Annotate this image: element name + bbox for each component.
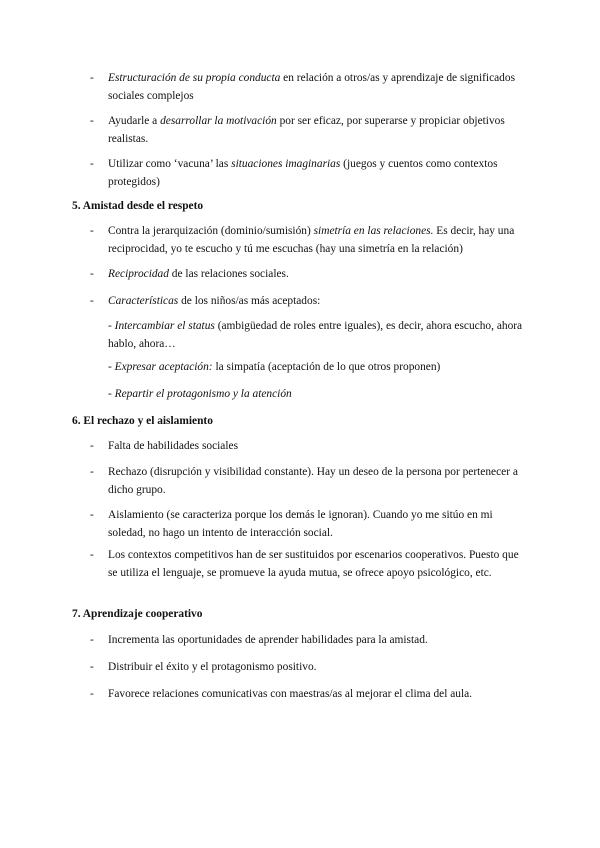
bullet-dash: - — [90, 268, 94, 280]
item-text: Es decir, hay una reciprocidad, yo te escucho y tú me escuchas (hay una simetría en la relación) — [108, 225, 515, 255]
bullet-dash: - — [90, 115, 94, 127]
bullet-dash: - — [90, 549, 94, 561]
section-heading: 5. Amistad desde el respeto — [72, 200, 204, 212]
sub-item — [108, 358, 528, 376]
list-item — [90, 155, 530, 191]
bullet-dash: - — [90, 440, 94, 452]
sub-prefix: - — [108, 361, 115, 373]
list-item — [90, 265, 530, 283]
bullet-dash: - — [90, 688, 94, 700]
bullet-dash: - — [90, 509, 94, 521]
section-heading: 6. El rechazo y el aislamiento — [72, 415, 213, 427]
bullet-dash: - — [90, 634, 94, 646]
list-item — [90, 222, 530, 258]
item-italic: Características — [108, 295, 179, 307]
item-text: Los contextos competitivos han de ser sustituidos por escenarios cooperativos. Puesto que se utiliza el lenguaje, se promueve la ayuda mutua, se ofrece apoyo psicológico, etc. — [108, 549, 519, 579]
item-text: de los niños/as más aceptados: — [178, 295, 321, 307]
item-text: Incrementa las oportunidades de aprender habilidades para la amistad. — [108, 634, 428, 646]
item-text: por ser eficaz, por superarse y propiciar objetivos realistas. — [108, 115, 505, 145]
sub-text: la simpatía (aceptación de lo que otros proponen) — [212, 361, 441, 373]
item-text: Falta de habilidades sociales — [108, 440, 239, 452]
list-item — [90, 685, 530, 703]
bullet-dash: - — [90, 466, 94, 478]
item-text: (juegos y cuentos como contextos protegidos) — [108, 158, 498, 188]
item-text: Utilizar como ‘vacuna’ las — [108, 158, 232, 170]
bullet-dash: - — [90, 661, 94, 673]
item-text: Ayudarle a — [108, 115, 161, 127]
bullet-dash: - — [90, 225, 94, 237]
list-item — [90, 506, 530, 542]
list-item — [90, 69, 530, 105]
sub-item — [108, 385, 528, 403]
list-item — [90, 631, 530, 649]
item-text: en relación a otros/as y aprendizaje de significados sociales complejos — [108, 72, 516, 102]
item-text: Rechazo (disrupción y visibilidad constante). Hay un deseo de la persona por pertenecer a dicho grupo. — [108, 466, 518, 496]
sub-item — [108, 317, 528, 353]
list-item — [90, 437, 530, 455]
sub-italic: Intercambiar el status — [114, 320, 215, 332]
item-italic: simetría en las relaciones. — [313, 225, 434, 237]
bullet-dash: - — [90, 158, 94, 170]
list-item — [90, 292, 530, 310]
item-italic: Estructuración de su propia conducta — [108, 72, 281, 84]
item-italic: desarrollar la motivación — [160, 115, 277, 127]
item-italic: Reciprocidad — [108, 268, 169, 280]
list-item — [90, 463, 530, 499]
list-item — [90, 658, 530, 676]
item-text: de las relaciones sociales. — [168, 268, 289, 280]
sub-italic: Repartir el protagonismo y la atención — [114, 388, 292, 400]
sub-prefix: - — [108, 320, 115, 332]
sub-text: (ambigüedad de roles entre iguales), es decir, ahora escucho, ahora hablo, ahora… — [108, 320, 523, 350]
sub-prefix: - — [108, 388, 115, 400]
item-text: Aislamiento (se caracteriza porque los demás le ignoran). Cuando yo me sitúo en mi soledad, no hago un intento de interacción social. — [108, 509, 493, 539]
list-item — [90, 112, 530, 148]
item-text: Contra la jerarquización (dominio/sumisión) — [108, 225, 314, 237]
item-italic: situaciones imaginarias — [231, 158, 341, 170]
item-text: Distribuir el éxito y el protagonismo positivo. — [108, 661, 317, 673]
bullet-dash: - — [90, 72, 94, 84]
bullet-dash: - — [90, 295, 94, 307]
section-heading: 7. Aprendizaje cooperativo — [72, 608, 203, 620]
list-item — [90, 546, 530, 582]
sub-italic: Expresar aceptación: — [114, 361, 213, 373]
item-text: Favorece relaciones comunicativas con maestras/as al mejorar el clima del aula. — [108, 688, 473, 700]
